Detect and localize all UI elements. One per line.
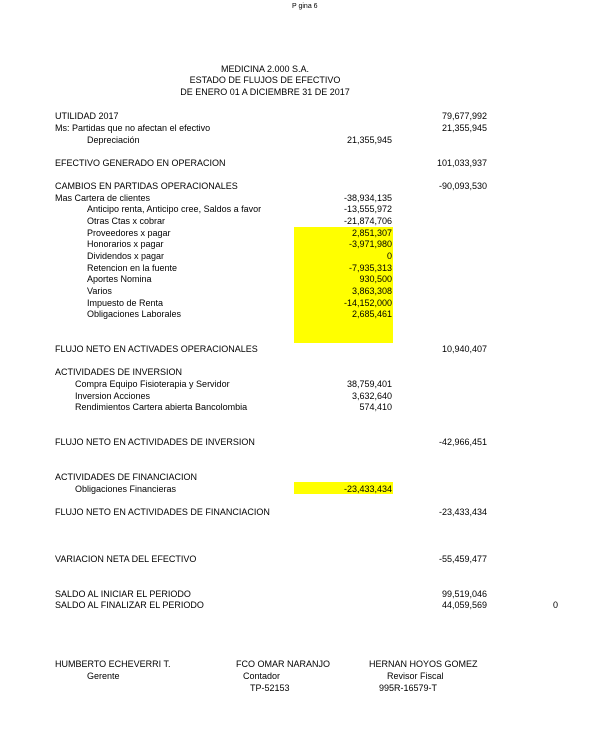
row-label: FLUJO NETO EN ACTIVIDADES DE FINANCIACION xyxy=(55,507,270,517)
row-label: Aportes Nomina xyxy=(87,274,152,284)
row-detail-value: -14,152,000 xyxy=(343,298,392,308)
row-label: Varios xyxy=(87,286,112,296)
row-label: Honorarios x pagar xyxy=(87,239,164,249)
row-detail-value: 930,500 xyxy=(359,274,392,284)
row-total-value: -42,966,451 xyxy=(438,437,487,447)
row-detail-value: 3,863,308 xyxy=(351,286,392,296)
row-detail-value: 21,355,945 xyxy=(346,135,392,145)
signature-role-contador: Contador xyxy=(243,671,281,681)
row-detail-value: 2,851,307 xyxy=(351,228,392,238)
row-detail-value: -7,935,313 xyxy=(348,263,392,273)
row-label: FLUJO NETO EN ACTIVIDADES DE INVERSION xyxy=(55,437,255,447)
signature-role-gerente: Gerente xyxy=(87,671,120,681)
row-label: Mas Cartera de clientes xyxy=(55,193,151,203)
row-label: ACTIVIDADES DE INVERSION xyxy=(55,367,183,377)
row-total-value: 44,059,569 xyxy=(441,600,487,610)
row-total-value: 79,677,992 xyxy=(441,111,487,121)
row-label: Dividendos x pagar xyxy=(87,251,165,261)
row-detail-value: 38,759,401 xyxy=(346,379,392,389)
row-total-value: 99,519,046 xyxy=(441,589,487,599)
company-name: MEDICINA 2.000 S.A. xyxy=(220,64,310,74)
row-label: Depreciación xyxy=(87,135,140,145)
row-label: ACTIVIDADES DE FINANCIACION xyxy=(55,472,198,482)
row-detail-value: -23,433,434 xyxy=(343,484,392,494)
statement-title: ESTADO DE FLUJOS DE EFECTIVO xyxy=(189,75,341,85)
row-label: SALDO AL INICIAR EL PERIODO xyxy=(55,589,191,599)
row-total-value: 10,940,407 xyxy=(441,344,487,354)
row-total-value: -23,433,434 xyxy=(438,507,487,517)
signature-name-revisor: HERNAN HOYOS GOMEZ xyxy=(369,659,478,669)
row-label: Compra Equipo Fisioterapia y Servidor xyxy=(75,379,230,389)
row-total-value: -55,459,477 xyxy=(438,554,487,564)
row-detail-value: -13,555,972 xyxy=(343,204,392,214)
row-label: Obligaciones Laborales xyxy=(87,309,182,319)
row-label: Rendimientos Cartera abierta Bancolombia xyxy=(75,402,248,412)
row-detail-value: 3,632,640 xyxy=(351,391,392,401)
statement-period: DE ENERO 01 A DICIEMBRE 31 DE 2017 xyxy=(180,87,350,97)
row-label: Inversion Acciones xyxy=(75,391,151,401)
row-label: VARIACION NETA DEL EFECTIVO xyxy=(55,554,197,564)
signature-id-revisor: 995R-16579-T xyxy=(379,683,438,693)
row-detail-value: -21,874,706 xyxy=(343,216,392,226)
row-detail-value: -38,934,135 xyxy=(343,193,392,203)
row-label: CAMBIOS EN PARTIDAS OPERACIONALES xyxy=(55,181,238,191)
row-label: Ms: Partidas que no afectan el efectivo xyxy=(55,123,211,133)
signature-name-gerente: HUMBERTO ECHEVERRI T. xyxy=(55,659,171,669)
row-label: FLUJO NETO EN ACTIVADES OPERACIONALES xyxy=(55,344,258,354)
row-label: Impuesto de Renta xyxy=(87,298,164,308)
row-label: SALDO AL FINALIZAR EL PERIODO xyxy=(55,600,204,610)
row-detail-value: -3,971,980 xyxy=(348,239,392,249)
row-label: EFECTIVO GENERADO EN OPERACION xyxy=(55,158,226,168)
row-total-value: 101,033,937 xyxy=(436,158,487,168)
row-detail-value: 574,410 xyxy=(359,402,392,412)
signature-role-revisor: Revisor Fiscal xyxy=(387,671,444,681)
row-label: Obligaciones Financieras xyxy=(75,484,177,494)
row-total-value: -90,093,530 xyxy=(438,181,487,191)
row-label: Anticipo renta, Anticipo cree, Saldos a favor xyxy=(87,204,262,214)
row-label: Retencion en la fuente xyxy=(87,263,178,273)
row-label: UTILIDAD 2017 xyxy=(55,111,119,121)
signature-name-contador: FCO OMAR NARANJO xyxy=(236,659,331,669)
row-detail-value: 0 xyxy=(386,251,392,261)
trailing-zero-value: 0 xyxy=(553,600,559,610)
signature-id-contador: TP-52153 xyxy=(250,683,290,693)
page-label: P gina 6 xyxy=(292,3,318,10)
row-label: Otras Ctas x cobrar xyxy=(87,216,166,226)
row-label: Proveedores x pagar xyxy=(87,228,171,238)
row-total-value: 21,355,945 xyxy=(441,123,487,133)
row-detail-value: 2,685,461 xyxy=(351,309,392,319)
